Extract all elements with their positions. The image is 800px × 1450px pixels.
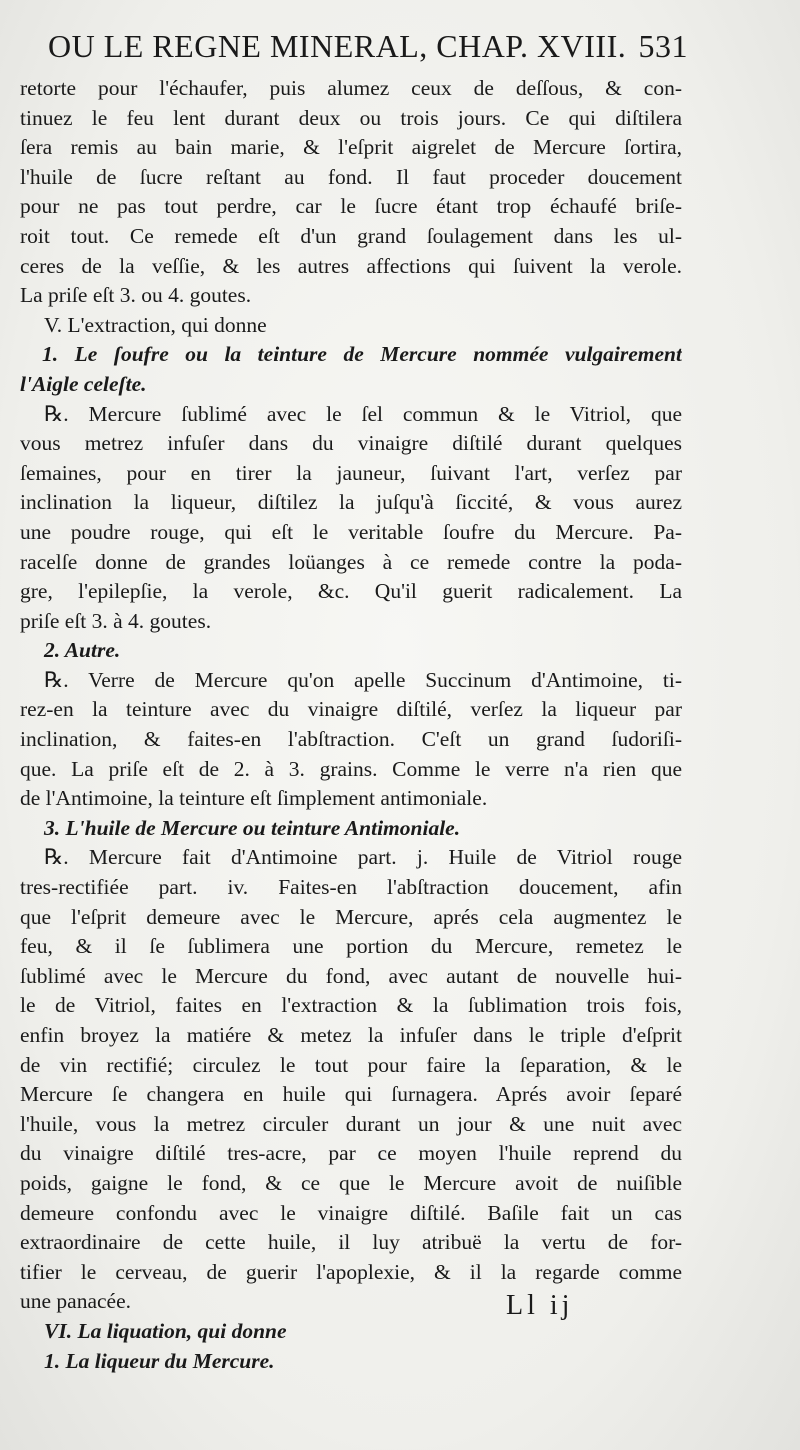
text-line: pour ne pas tout perdre, car le ſucre étant trop échaufé briſe- bbox=[20, 194, 682, 219]
text-line: feu, & il ſe ſublimera une portion du Mercure, remetez le bbox=[20, 934, 682, 959]
text-line: retorte pour l'échaufer, puis alumez ceux de deſſous, & con- bbox=[20, 76, 682, 100]
text-line: roit tout. Ce remede eſt d'un grand ſoulagement dans les ul- bbox=[20, 223, 682, 248]
page-body bbox=[20, 74, 682, 1376]
text-line: tres-rectifiée part. iv. Faites-en l'abſtraction doucement, afin bbox=[20, 875, 682, 900]
running-title: OU LE REGNE MINERAL, CHAP. XVIII. bbox=[48, 28, 627, 64]
text-line: racelſe donne de grandes loüanges à ce remede contre la poda- bbox=[20, 549, 682, 574]
text-line: ceres de la veſſie, & les autres affections qui ſuivent la verole. bbox=[20, 253, 682, 278]
text-line: ℞. Mercure fait d'Antimoine part. j. Huile de Vitriol rouge bbox=[44, 845, 682, 870]
subsection-heading: 1. La liqueur du Mercure. bbox=[44, 1348, 275, 1373]
subsection-heading: 2. Autre. bbox=[44, 638, 121, 663]
text-line: ſublimé avec le Mercure du fond, avec autant de nouvelle hui- bbox=[20, 963, 682, 988]
text-line: une panacée. bbox=[20, 1289, 132, 1314]
text-line: Mercure ſe changera en huile qui ſurnagera. Aprés avoir ſeparé bbox=[20, 1082, 682, 1107]
text-line: ſera remis au bain marie, & l'eſprit aigrelet de Mercure ſortira, bbox=[20, 135, 682, 160]
text-line: rez-en la teinture avec du vinaigre diſtilé, verſez la liqueur par bbox=[20, 697, 682, 722]
text-line: enfin broyez la matiére & metez la infuſer dans le triple d'eſprit bbox=[20, 1023, 682, 1047]
text-line: le de Vitriol, faites en l'extraction & la ſublimation trois fois, bbox=[20, 993, 682, 1018]
text-line: extraordinaire de cette huile, il luy atribuë la vertu de for- bbox=[20, 1230, 682, 1255]
text-line: l'huile, vous la metrez circuler durant un jour & une nuit avec bbox=[20, 1111, 682, 1136]
page-number: 531 bbox=[638, 28, 688, 64]
text-line: que l'eſprit demeure avec le Mercure, aprés cela augmentez le bbox=[20, 904, 682, 929]
text-line: l'huile de ſucre reſtant au fond. Il faut proceder doucement bbox=[20, 164, 682, 189]
text-line: poids, gaigne le fond, & ce que le Mercure avoit de nuiſible bbox=[20, 1170, 682, 1195]
text-line: gre, l'epilepſie, la verole, &c. Qu'il guerit radicalement. La bbox=[20, 579, 682, 604]
text-line: vous metrez infuſer dans du vinaigre diſtilé durant quelques bbox=[20, 431, 682, 456]
subsection-heading: 1. Le ſoufre ou la teinture de Mercure nommée vulgairement bbox=[42, 342, 682, 367]
text-line: de vin rectifié; circulez le tout pour faire la ſeparation, & le bbox=[20, 1052, 682, 1077]
text-line: inclination, & faites-en l'abſtraction. C'eſt un grand ſudoriſi- bbox=[20, 727, 682, 752]
subsection-heading: 3. L'huile de Mercure ou teinture Antimoniale. bbox=[44, 815, 461, 840]
text-line: tifier le cerveau, de guerir l'apoplexie, & il la regarde comme bbox=[20, 1259, 682, 1284]
text-line: La priſe eſt 3. ou 4. goutes. bbox=[20, 283, 252, 308]
text-line: ℞. Verre de Mercure qu'on apelle Succinum d'Antimoine, ti- bbox=[44, 667, 682, 692]
text-line: priſe eſt 3. à 4. goutes. bbox=[20, 608, 212, 633]
text-line: que. La priſe eſt de 2. à 3. grains. Comme le verre n'a rien que bbox=[20, 756, 682, 781]
signature-mark: Ll ij bbox=[506, 1290, 574, 1321]
text-line: demeure confondu avec le vinaigre diſtilé. Baſile fait un cas bbox=[20, 1200, 682, 1225]
page-header bbox=[48, 28, 688, 74]
text-line: ℞. Mercure ſublimé avec le ſel commun & le Vitriol, que bbox=[44, 401, 682, 426]
text-line: du vinaigre diſtilé tres-acre, par ce moyen l'huile reprend du bbox=[20, 1141, 682, 1166]
text-line: de l'Antimoine, la teinture eſt ſimplement antimoniale. bbox=[20, 786, 488, 811]
section-heading: V. L'extraction, qui donne bbox=[44, 312, 267, 337]
text-line: ſemaines, pour en tirer la jauneur, ſuivant l'art, verſez par bbox=[20, 460, 682, 485]
text-line: tinuez le feu lent durant deux ou trois jours. Ce qui diſtilera bbox=[20, 105, 682, 130]
section-heading: VI. La liquation, qui donne bbox=[44, 1318, 287, 1343]
text-line: inclination la liqueur, diſtilez la juſqu'à ſiccité, & vous aurez bbox=[20, 490, 682, 515]
subsection-heading: l'Aigle celeſte. bbox=[20, 371, 147, 396]
text-line: une poudre rouge, qui eſt le veritable ſoufre du Mercure. Pa- bbox=[20, 519, 682, 544]
